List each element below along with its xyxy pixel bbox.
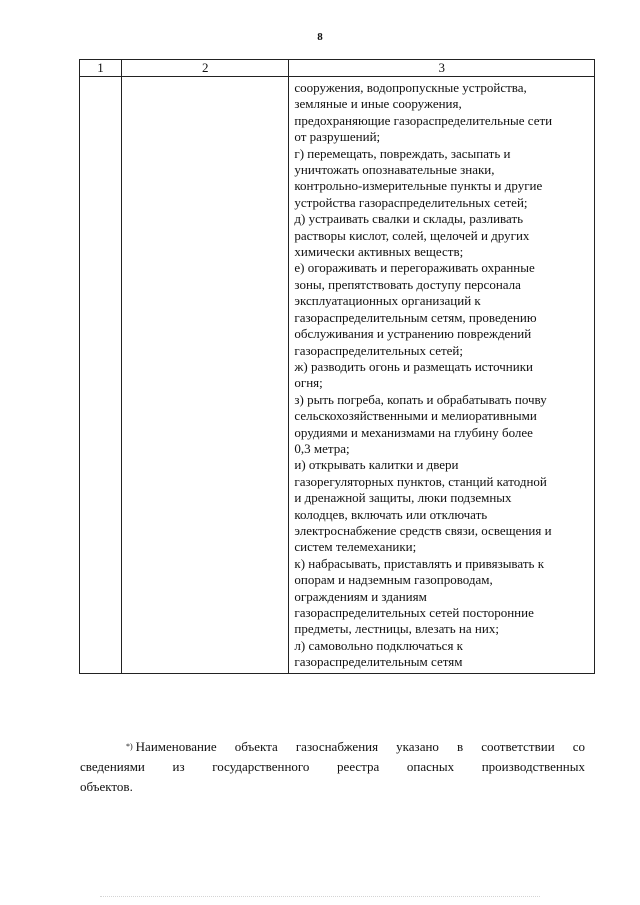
footnote xyxy=(80,737,585,797)
table-text-line: зоны, препятствовать доступу персонала xyxy=(294,276,521,292)
table-row xyxy=(80,77,595,674)
column-header-3: 3 xyxy=(289,60,595,77)
table-text-line: з) рыть погреба, копать и обрабатывать почву xyxy=(294,391,547,407)
table-text-line: контрольно-измерительные пункты и другие xyxy=(294,178,543,194)
column-header-2: 2 xyxy=(122,60,289,77)
table-text-line: опорам и надземным газопроводам, xyxy=(294,572,493,588)
table-text-line: уничтожать опознавательные знаки, xyxy=(294,162,495,178)
table-text-line: и дренажной защиты, люки подземных xyxy=(294,490,512,506)
document-table xyxy=(79,59,595,674)
footnote-line-3: объектов. xyxy=(80,779,133,794)
table-text-line: газораспределительных сетей посторонние xyxy=(294,605,534,620)
page-number: 8 xyxy=(317,31,323,43)
footnote-marker: *) xyxy=(126,742,133,751)
table-text-line: предметы, лестницы, влезать на них; xyxy=(294,621,499,637)
table-text-line: ж) разводить огонь и размещать источники xyxy=(294,358,533,374)
table-text-line: от разрушений; xyxy=(294,129,381,145)
footnote-line-2: сведениями из государственного реестра опасных производственных xyxy=(80,759,585,774)
table-text-line: систем телемеханики; xyxy=(294,539,417,555)
table-text-line: газорегуляторных пунктов, станций катодной xyxy=(294,473,547,489)
table-text-line: огня; xyxy=(294,375,323,391)
table-text-line: к) набрасывать, приставлять и привязывать к xyxy=(294,555,545,571)
table-text-line: орудиями и механизмами на глубину более xyxy=(294,424,533,440)
footnote-text-1: Наименование объекта газоснабжения указано в соответствии со xyxy=(135,739,585,754)
table-text-line: л) самовольно подключаться к xyxy=(294,637,463,653)
table-text-line: сельскохозяйственными и мелиоративными xyxy=(294,408,537,424)
table-text-line: и) открывать калитки и двери xyxy=(294,457,459,473)
table-text-line: газораспределительных сетей; xyxy=(294,342,464,358)
table-text-line: колодцев, включать или отключать xyxy=(294,506,488,522)
table-text-line: земляные и иные сооружения, xyxy=(294,96,462,112)
table-text-line: эксплуатационных организаций к xyxy=(294,293,481,309)
table-cell-col3 xyxy=(289,77,595,674)
table-text-line: е) огораживать и перегораживать охранные xyxy=(294,260,535,276)
footnote-line-1 xyxy=(80,737,585,757)
table-text-line: сооружения, водопропускные устройства, xyxy=(294,80,527,95)
table-text-line: предохраняющие газораспределительные сети xyxy=(294,112,553,128)
table-text-line: обслуживания и устранению повреждений xyxy=(294,326,532,342)
table-text-line: г) перемещать, повреждать, засыпать и xyxy=(294,145,511,161)
table-text-line: ограждениям и зданиям xyxy=(294,588,427,604)
table-text-line: газораспределительным сетям, проведению xyxy=(294,309,537,325)
column-header-1: 1 xyxy=(80,60,122,77)
table-text-line: химически активных веществ; xyxy=(294,244,464,260)
table-text-line: газораспределительным сетям xyxy=(294,654,463,670)
table-cell-col1 xyxy=(80,77,122,674)
table-text-line: д) устраивать свалки и склады, разливать xyxy=(294,211,524,227)
table-header-row xyxy=(80,60,595,77)
bottom-edge-artifact xyxy=(100,896,540,901)
table-text-line: растворы кислот, солей, щелочей и других xyxy=(294,227,530,243)
table-text-line: электроснабжение средств связи, освещения и xyxy=(294,522,552,538)
table-text-line: устройства газораспределительных сетей; xyxy=(294,194,528,210)
table-text-line: 0,3 метра; xyxy=(294,440,350,456)
table-cell-col2 xyxy=(122,77,289,674)
